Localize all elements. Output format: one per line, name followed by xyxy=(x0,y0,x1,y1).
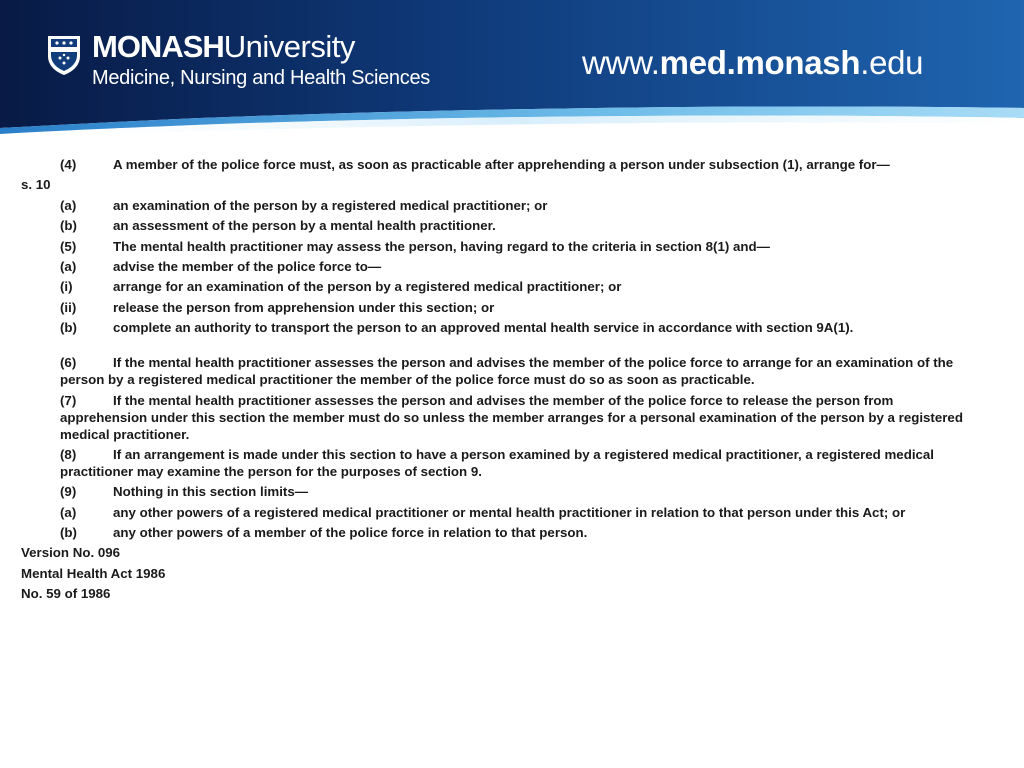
paragraph-number: (i) xyxy=(60,279,73,295)
paragraph-text: If the mental health practitioner assesses the person and advises the member of the police force to release the person from apprehension under this section the member must do so unless the member arranges for a personal examination of the person by a registered medical practitioner. xyxy=(60,392,963,442)
paragraph-text: advise the member of the police force to— xyxy=(113,258,382,274)
act-number: No. 59 of 1986 xyxy=(21,586,111,602)
paragraph-5 xyxy=(0,238,1024,255)
url-suffix: .edu xyxy=(860,44,924,81)
paragraph-6 xyxy=(0,354,1024,388)
paragraph-9b xyxy=(0,524,1024,541)
paragraph-5a-i xyxy=(0,278,1024,295)
document-body xyxy=(0,156,1024,606)
paragraph-8 xyxy=(0,446,1024,480)
paragraph-4 xyxy=(0,156,1024,173)
act-title: Mental Health Act 1986 xyxy=(21,565,166,581)
paragraph-number: (b) xyxy=(60,525,77,541)
paragraph-text: If the mental health practitioner assesses the person and advises the member of the police force to arrange for an examination of the person by a registered medical practitioner the member of the police force must do so as soon as practicable. xyxy=(60,355,954,388)
paragraph-text: complete an authority to transport the person to an approved mental health service in accordance with section 9A(1). xyxy=(113,320,854,336)
paragraph-number: (9) xyxy=(60,484,77,500)
paragraph-text: A member of the police force must, as soon as practicable after apprehending a person under subsection (1), arrange for— xyxy=(113,157,890,172)
section-reference xyxy=(0,176,1024,193)
paragraph-7 xyxy=(0,392,1024,443)
brand-faculty: Medicine, Nursing and Health Sciences xyxy=(92,67,430,89)
paragraph-text: release the person from apprehension under this section; or xyxy=(113,299,495,315)
brand-light: University xyxy=(223,29,355,64)
paragraph-text: The mental health practitioner may assess the person, having regard to the criteria in section 8(1) and— xyxy=(113,238,770,254)
version-number: Version No. 096 xyxy=(21,545,121,561)
brand-logo-text xyxy=(92,30,430,90)
paragraph-number: (ii) xyxy=(60,299,77,315)
paragraph-number: (5) xyxy=(60,238,77,254)
paragraph-text: an examination of the person by a registered medical practitioner; or xyxy=(113,197,548,213)
paragraph-text: Nothing in this section limits— xyxy=(113,484,309,500)
paragraph-number: (4) xyxy=(60,157,77,172)
paragraph-text: any other powers of a member of the police force in relation to that person. xyxy=(113,525,588,541)
paragraph-4b xyxy=(0,217,1024,234)
url-bold: med.monash xyxy=(659,44,861,81)
paragraph-number: (b) xyxy=(60,320,77,336)
paragraph-5a-ii xyxy=(0,299,1024,316)
paragraph-number: (8) xyxy=(60,446,77,462)
paragraph-5a xyxy=(0,258,1024,275)
brand-name xyxy=(92,30,430,64)
paragraph-number: (7) xyxy=(60,392,77,408)
paragraph-9 xyxy=(0,483,1024,500)
paragraph-5b xyxy=(0,319,1024,336)
monash-crest-icon xyxy=(46,34,82,76)
paragraph-number: (6) xyxy=(60,355,77,371)
brand-bold: MONASH xyxy=(92,29,224,64)
paragraph-number: (b) xyxy=(60,218,77,234)
url-prefix: www. xyxy=(582,44,660,81)
paragraph-9a xyxy=(0,504,1024,521)
header-banner xyxy=(0,0,1024,150)
paragraph-text: an assessment of the person by a mental health practitioner. xyxy=(113,218,496,234)
section-label: s. 10 xyxy=(21,177,51,193)
paragraph-number: (a) xyxy=(60,258,77,274)
website-url xyxy=(582,44,923,82)
paragraph-text: arrange for an examination of the person by a registered medical practitioner; or xyxy=(113,279,622,295)
paragraph-number: (a) xyxy=(60,197,77,213)
paragraph-4a xyxy=(0,197,1024,214)
paragraph-text: If an arrangement is made under this section to have a person examined by a registered medical practitioner, a registered medical practitioner may examine the person for the purposes of section 9. xyxy=(60,446,934,479)
paragraph-text: any other powers of a registered medical practitioner or mental health practitioner in relation to that person under this Act; or xyxy=(113,504,906,520)
paragraph-number: (a) xyxy=(60,504,77,520)
